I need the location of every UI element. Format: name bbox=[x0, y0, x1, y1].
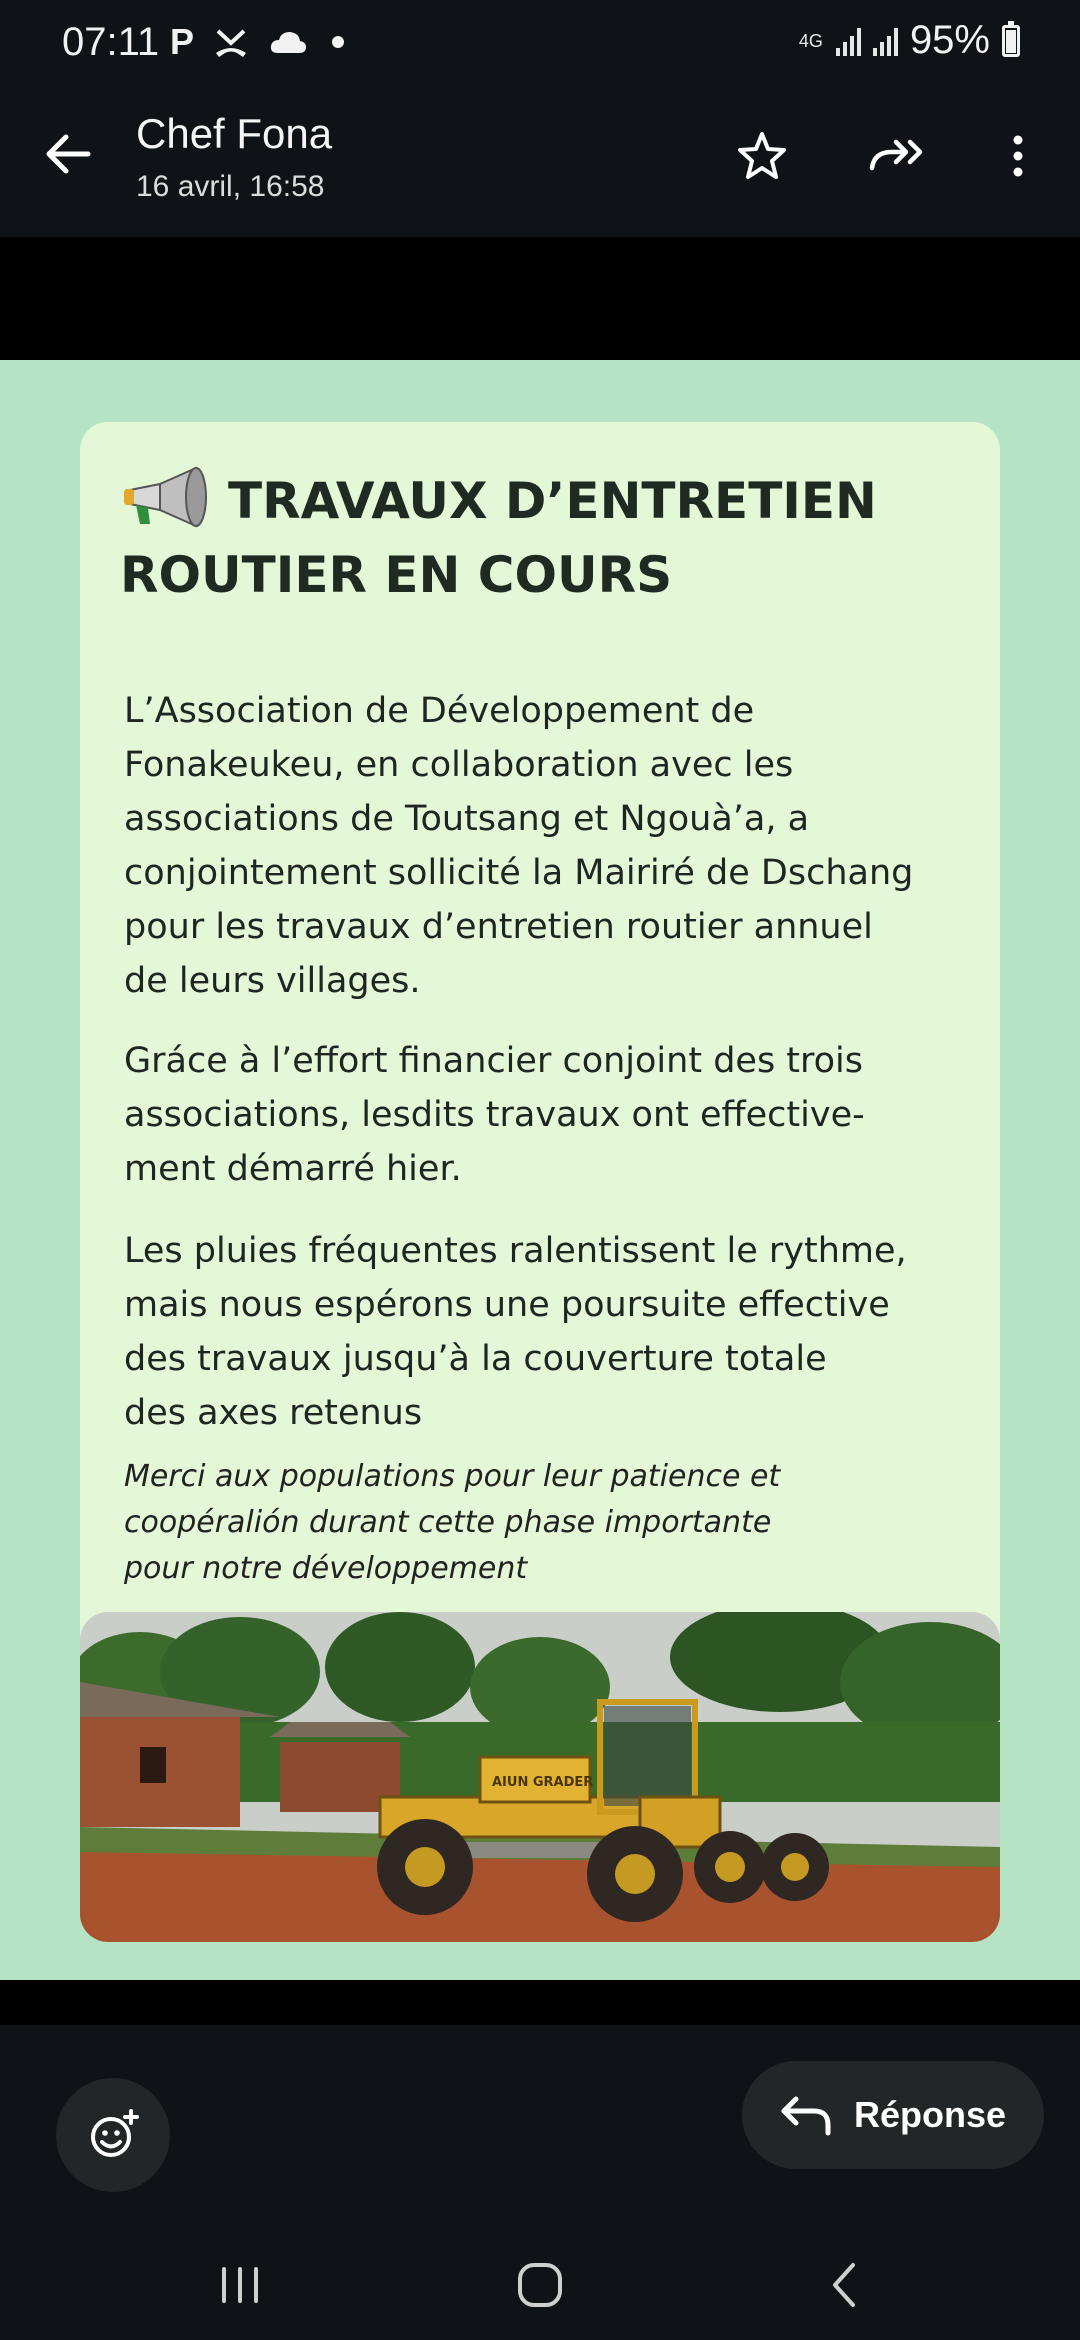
contact-name: Chef Fona bbox=[136, 110, 333, 157]
forward-button[interactable] bbox=[868, 128, 924, 184]
status-right bbox=[798, 18, 1020, 63]
reply-label: Réponse bbox=[853, 2094, 1007, 2135]
road-grader-illustration bbox=[80, 1612, 1000, 1942]
system-navigation-bar bbox=[0, 2235, 1080, 2340]
image-bottom-margin bbox=[0, 1980, 1080, 2025]
paragraph-1 bbox=[124, 684, 984, 1008]
text-line: Fonakeukeu, en collaboration avec les bbox=[124, 745, 794, 785]
bottom-action-bar bbox=[0, 2025, 1080, 2340]
paragraph-2 bbox=[124, 1034, 984, 1196]
arrow-left-icon bbox=[40, 126, 96, 182]
message-date: 16 avril, 16:58 bbox=[136, 170, 325, 203]
announcement-card bbox=[80, 422, 1000, 1942]
thanks-note bbox=[124, 1454, 924, 1592]
home-icon bbox=[510, 2255, 570, 2315]
star-icon bbox=[734, 128, 790, 184]
battery-percentage: 95% bbox=[909, 18, 990, 62]
text-line: pour les travaux d’entretien routier annuel bbox=[124, 907, 873, 947]
react-emoji-button[interactable] bbox=[56, 2078, 170, 2192]
more-vertical-icon bbox=[990, 128, 1046, 184]
text-line: Gráce à l’effort financier conjoint des trois bbox=[124, 1041, 864, 1081]
title-line-1: TRAVAUX D’ENTRETIEN bbox=[228, 472, 877, 530]
emoji-add-icon bbox=[85, 2107, 141, 2163]
battery-icon bbox=[1002, 25, 1020, 57]
network-type: 4G bbox=[798, 30, 823, 51]
text-line: associations de Toutsang et Ngouà’a, a bbox=[124, 799, 810, 839]
viewer-header bbox=[0, 92, 1080, 237]
signal-icon bbox=[836, 26, 861, 56]
back-button[interactable] bbox=[40, 126, 96, 182]
announcement-title bbox=[120, 462, 980, 612]
paragraph-3 bbox=[124, 1224, 984, 1440]
text-line: conjointement sollicité la Mairiré de Dschang bbox=[124, 853, 914, 893]
parking-icon: P bbox=[170, 21, 195, 62]
image-top-margin bbox=[0, 237, 1080, 360]
status-notification-icons bbox=[170, 22, 344, 62]
road-grader-photo bbox=[80, 1612, 1000, 1942]
recent-apps-icon bbox=[210, 2255, 270, 2315]
status-time: 07:11 bbox=[62, 20, 160, 64]
text-line: L’Association de Développement de bbox=[124, 691, 755, 731]
notification-dot bbox=[332, 36, 344, 48]
reply-arrow-icon bbox=[780, 2093, 832, 2137]
shared-image[interactable] bbox=[0, 360, 1080, 1980]
signal-icon-2 bbox=[873, 26, 898, 56]
text-line: Les pluies fréquentes ralentissent le rythme, bbox=[124, 1231, 907, 1271]
back-chevron-icon bbox=[815, 2255, 875, 2315]
grader-label: AIUN GRADER bbox=[492, 1775, 594, 1790]
more-options-button[interactable] bbox=[990, 128, 1046, 184]
status-bar bbox=[0, 0, 1080, 92]
title-line-2: ROUTIER EN COURS bbox=[120, 546, 673, 604]
missed-call-icon bbox=[212, 23, 250, 61]
text-line: des travaux jusqu’à la couverture totale bbox=[124, 1339, 827, 1379]
text-line: mais nous espérons une poursuite effective bbox=[124, 1285, 890, 1325]
text-line: associations, lesdits travaux ont effective- bbox=[124, 1095, 865, 1135]
reply-button[interactable] bbox=[742, 2061, 1044, 2169]
cloud-icon bbox=[268, 27, 308, 57]
megaphone-icon bbox=[120, 462, 212, 532]
system-back-button[interactable] bbox=[815, 2255, 875, 2315]
text-line: coopéralión durant cette phase importante bbox=[124, 1505, 772, 1540]
forward-all-icon bbox=[868, 128, 928, 184]
recent-apps-button[interactable] bbox=[210, 2255, 270, 2315]
text-line: des axes retenus bbox=[124, 1393, 423, 1433]
text-line: pour notre développement bbox=[124, 1551, 528, 1586]
text-line: ment démarré hier. bbox=[124, 1149, 462, 1189]
star-button[interactable] bbox=[734, 128, 790, 184]
text-line: de leurs villages. bbox=[124, 961, 421, 1001]
text-line: Merci aux populations pour leur patience et bbox=[124, 1459, 781, 1494]
home-button[interactable] bbox=[510, 2255, 570, 2315]
